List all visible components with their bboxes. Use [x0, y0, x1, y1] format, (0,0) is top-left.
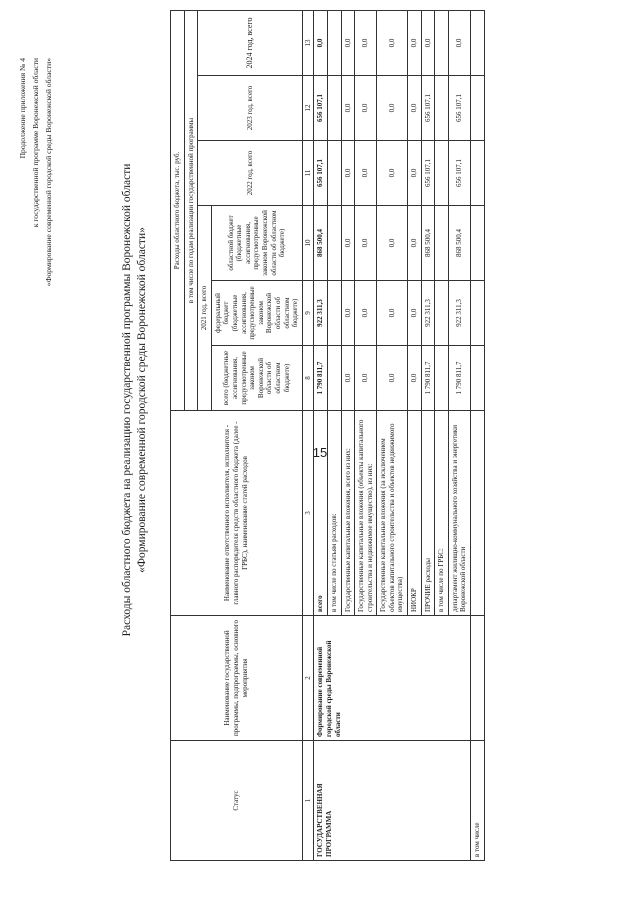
row-label: в том числе по ГРБС: — [435, 411, 449, 616]
program-status: ГОСУДАРСТВЕННАЯ ПРОГРАММА — [314, 741, 471, 861]
row-value: 868 500,4 — [314, 206, 328, 281]
header-year-2022: 2022 год, всего — [198, 141, 303, 206]
row-value: 0,0 — [377, 281, 408, 346]
header-program-name: Наименование государственной программы, подпрограммы, основного мероприятия — [171, 616, 303, 741]
col-number: 12 — [302, 76, 314, 141]
row-value — [327, 206, 341, 281]
row-value: 0,0 — [377, 346, 408, 411]
column-numbers-row — [302, 10, 314, 860]
col-number: 11 — [302, 141, 314, 206]
empty-cell — [471, 76, 485, 141]
row-label: всего — [314, 411, 328, 616]
row-value: 0,0 — [341, 76, 355, 141]
empty-cell — [471, 411, 485, 616]
document-title — [120, 55, 150, 745]
row-value: 0,0 — [377, 76, 408, 141]
empty-cell — [471, 616, 485, 741]
row-value: 1 790 811,7 — [314, 346, 328, 411]
row-value: 656 107,1 — [421, 141, 435, 206]
row-value: 0,0 — [377, 206, 408, 281]
col-number: 8 — [302, 346, 314, 411]
row-value: 922 311,3 — [448, 281, 470, 346]
row-value — [327, 346, 341, 411]
col-number: 9 — [302, 281, 314, 346]
row-value: 0,0 — [408, 76, 422, 141]
row-value: 0,0 — [421, 10, 435, 75]
row-value — [327, 76, 341, 141]
header-total-budget: всего (бюджетные ассигнования, предусмотренные законом Воронежской области об областном бюджете) — [211, 346, 302, 411]
row-label: в том числе по статьям расходов: — [327, 411, 341, 616]
annex-line-1: Продолжение приложения № 4 — [18, 58, 27, 159]
table-row — [314, 10, 328, 860]
empty-cell — [471, 141, 485, 206]
annex-reference — [16, 58, 55, 286]
row-value: 656 107,1 — [421, 76, 435, 141]
row-value: 0,0 — [408, 10, 422, 75]
row-value — [327, 10, 341, 75]
row-value: 0,0 — [408, 141, 422, 206]
row-value: 1 790 811,7 — [448, 346, 470, 411]
row-value: 0,0 — [341, 10, 355, 75]
row-label: департамент жилищно-коммунального хозяйства и энергетики Воронежской области — [448, 411, 470, 616]
row-value — [435, 76, 449, 141]
header-status: Статус — [171, 741, 303, 861]
row-value — [435, 10, 449, 75]
table-row — [471, 10, 485, 860]
row-value: 868 500,4 — [421, 206, 435, 281]
empty-cell — [471, 346, 485, 411]
title-line-1: Расходы областного бюджета на реализацию государственной программы Воронежской области — [121, 163, 133, 637]
col-number: 1 — [302, 741, 314, 861]
row-value: 0,0 — [355, 10, 377, 75]
header-executor: Наименование ответственного исполнителя, исполнителя - главного распорядителя средств областного бюджета (далее - ГРБС), наименование статей расходов — [171, 411, 303, 616]
row-value: 0,0 — [355, 76, 377, 141]
row-value: 1 790 811,7 — [421, 346, 435, 411]
row-value: 0,0 — [355, 141, 377, 206]
header-expenses: Расходы областного бюджета, тыс. руб. — [171, 10, 185, 410]
row-label: ПРОЧИЕ расходы — [421, 411, 435, 616]
row-value: 656 107,1 — [314, 76, 328, 141]
row-value — [327, 141, 341, 206]
header-year-2021: 2021 год, всего — [198, 206, 212, 411]
row-value: 0,0 — [408, 281, 422, 346]
col-number: 2 — [302, 616, 314, 741]
row-value: 0,0 — [377, 141, 408, 206]
row-value: 0,0 — [341, 346, 355, 411]
row-value: 656 107,1 — [448, 76, 470, 141]
row-value — [435, 281, 449, 346]
col-number: 3 — [302, 411, 314, 616]
empty-cell — [471, 281, 485, 346]
row-value: 0,0 — [341, 281, 355, 346]
row-value: 922 311,3 — [314, 281, 328, 346]
row-label: Государственные капитальные вложения (объекты капитального строительства и недвижимое имущество), из них: — [355, 411, 377, 616]
row-value: 0,0 — [355, 281, 377, 346]
row-value — [435, 346, 449, 411]
page-number: 15 — [312, 445, 328, 460]
row-value: 0,0 — [341, 141, 355, 206]
title-line-2: «Формирование современной городской среды Воронежской области» — [136, 227, 148, 573]
row-value: 868 500,4 — [448, 206, 470, 281]
row-value: 0,0 — [448, 10, 470, 75]
col-number: 10 — [302, 206, 314, 281]
row-value: 0,0 — [355, 346, 377, 411]
row-label: Государственные капитальные вложения (за исключением объектов капитального строительства и объектов недвижимого имущества) — [377, 411, 408, 616]
header-by-year: в том числе по годам реализации государственной программы — [184, 10, 198, 410]
header-federal-budget: федеральный бюджет (бюджетные ассигнования, предусмотренные законом Воронежской области об областном бюджете) — [211, 281, 302, 346]
row-value: 0,0 — [314, 10, 328, 75]
expenses-table — [170, 10, 485, 861]
row-label: Государственные капитальные вложения, всего из них: — [341, 411, 355, 616]
col-number: 13 — [302, 10, 314, 75]
row-value: 922 311,3 — [421, 281, 435, 346]
row-value: 656 107,1 — [314, 141, 328, 206]
empty-cell — [471, 206, 485, 281]
row-value: 0,0 — [341, 206, 355, 281]
empty-cell — [471, 10, 485, 75]
row-value: 0,0 — [377, 10, 408, 75]
program-name: Формирование современной городской среды Воронежской области — [314, 616, 471, 741]
header-year-2024: 2024 год, всего — [198, 10, 303, 75]
annex-line-3: «Формирование современной городской среды Воронежской области» — [44, 58, 53, 287]
row-value — [435, 141, 449, 206]
header-year-2023: 2023 год, всего — [198, 76, 303, 141]
row-value — [435, 206, 449, 281]
row-value: 0,0 — [355, 206, 377, 281]
row-label: НИОКР — [408, 411, 422, 616]
row-value — [327, 281, 341, 346]
row-value: 0,0 — [408, 346, 422, 411]
footer-label: в том числе — [471, 741, 485, 861]
annex-line-2: к государственной программе Воронежской области — [31, 58, 40, 228]
header-regional-budget: областной бюджет (бюджетные ассигнования, предусмотренные законом Воронежской области об областном бюджете) — [211, 206, 302, 281]
row-value: 656 107,1 — [448, 141, 470, 206]
row-value: 0,0 — [408, 206, 422, 281]
